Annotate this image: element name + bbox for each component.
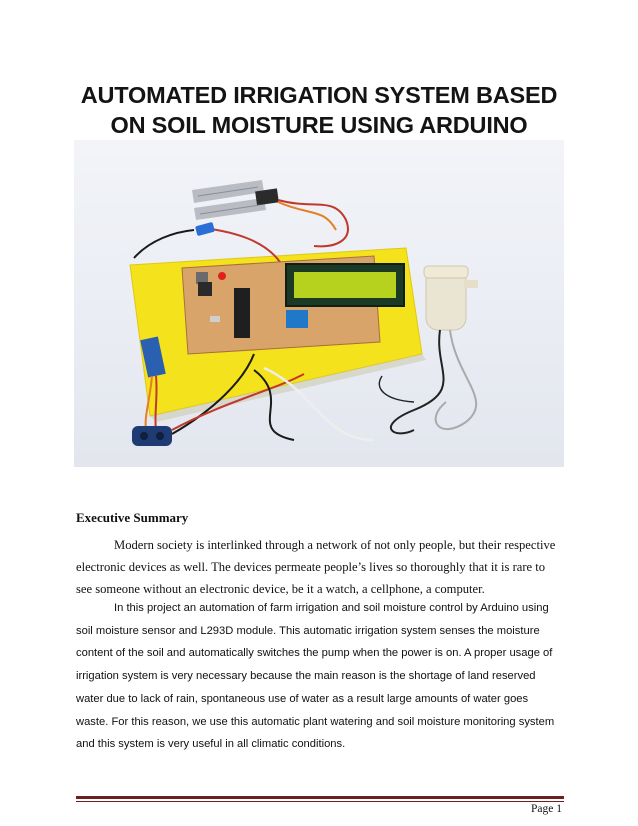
battery-clip	[132, 426, 172, 446]
irrigation-hardware-photo	[74, 140, 564, 467]
soil-moisture-probe	[192, 180, 279, 220]
photo-illustration	[74, 140, 564, 467]
title-line-2: ON SOIL MOISTURE USING ARDUINO	[110, 112, 528, 138]
footer-rule-thick	[76, 796, 564, 799]
page-number: Page 1	[531, 803, 562, 815]
title-line-1: AUTOMATED IRRIGATION SYSTEM BASED	[80, 82, 558, 108]
paragraph-2: In this project an automation of farm irrigation and soil moisture control by Arduino using soil moisture sensor and L293D module. This automatic irrigation system senses the moisture content of the soil and automatically switches the pump when the power is on. A proper usage of irrigation system is very necessary because the main reason is the shortage of land reserved water due to lack of rain, spontaneous use of water as a result large amounts of water goes waste. For this reason, we use this automatic plant watering and soil moisture monitoring system and this system is very useful in all climatic conditions.	[76, 602, 555, 751]
section-heading: Executive Summary	[76, 510, 189, 525]
water-pump	[424, 266, 478, 330]
footer-rule-thin	[76, 801, 564, 802]
lcd-display	[286, 264, 404, 306]
document-title	[60, 80, 578, 140]
paragraph-1: Modern society is interlinked through a network of not only people, but their respective electronic devices as well. The devices permeate people’s lives so thoroughly that it is rare to see someone without an electronic device, be it a watch, a cellphone, a computer.	[76, 538, 556, 596]
